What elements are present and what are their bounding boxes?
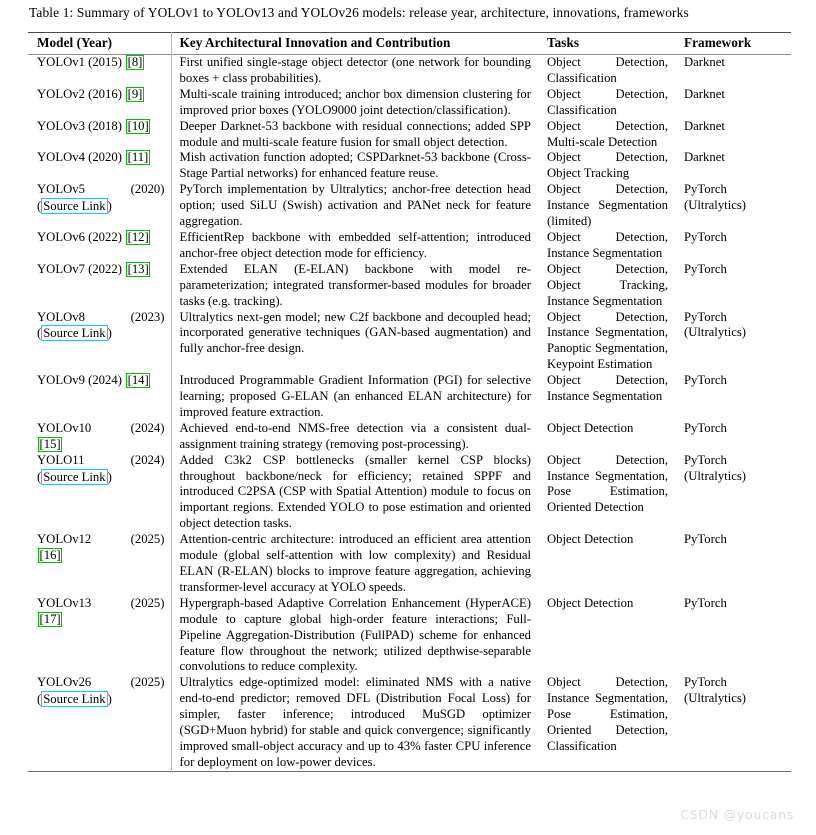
- model-year: (2023): [130, 309, 165, 324]
- cell-tasks: Object Detection, Instance Segmentation, Pose Estimation, Oriented Detection: [547, 452, 668, 515]
- table-row: [28, 230, 791, 262]
- cell-framework: PyTorch: [684, 595, 727, 610]
- citation-link[interactable]: [11]: [127, 150, 149, 165]
- source-link[interactable]: Source Link: [43, 469, 106, 484]
- cell-innovation: Extended ELAN (E-ELAN) backbone with model re-parameterization; integrated transformer-based modules for broader tasks (e.g. tracking).: [179, 261, 531, 308]
- model-name: YOLOv3 (2018): [37, 118, 122, 133]
- cell-innovation: Multi-scale training introduced; anchor box dimension clustering for improved prior boxes (YOLO9000 joint detection/classification).: [179, 86, 531, 117]
- yolo-summary-table: [28, 32, 791, 772]
- cell-framework: PyTorch (Ultralytics): [684, 309, 747, 340]
- model-name: YOLOv10: [37, 420, 92, 435]
- cell-tasks: Object Detection, Object Tracking: [547, 150, 668, 181]
- cell-model: [28, 373, 171, 421]
- table-row: [28, 119, 791, 151]
- cell-framework: Darknet: [684, 118, 725, 133]
- table-header: [28, 33, 791, 55]
- cell-framework: Darknet: [684, 150, 725, 165]
- table-row: [28, 532, 791, 596]
- column-header-innovation: Key Architectural Innovation and Contribution: [179, 35, 451, 50]
- cell-tasks: Object Detection, Object Tracking, Instance Segmentation: [547, 261, 668, 308]
- model-year: (2024): [130, 420, 165, 435]
- cell-framework: PyTorch (Ultralytics): [684, 452, 747, 483]
- table-row: [28, 421, 791, 453]
- model-name: YOLOv7 (2022): [37, 261, 122, 276]
- cell-tasks: Object Detection: [547, 420, 634, 435]
- cell-tasks: Object Detection, Instance Segmentation, Pose Estimation, Oriented Detection, Classification: [547, 675, 668, 753]
- column-header-model: Model (Year): [28, 33, 171, 55]
- table-row: [28, 182, 791, 230]
- cell-innovation: Achieved end-to-end NMS-free detection via a consistent dual-assignment training strategy (removing post-processing).: [179, 420, 531, 451]
- model-name: YOLO11: [37, 452, 85, 467]
- table-row: [28, 596, 791, 676]
- cell-innovation: Hypergraph-based Adaptive Correlation Enhancement (HyperACE) module to capture global high-order feature interactions; Full-Pipeline Aggregation-Distribution (FullPAD) scheme for enhanced feature flow throughout the network; utilized depthwise-separable convolutions to reduce complexity.: [179, 595, 531, 674]
- model-name: YOLOv5: [37, 182, 85, 197]
- model-name: YOLOv8: [37, 309, 85, 324]
- table-body: [28, 55, 791, 772]
- table-row: [28, 87, 791, 119]
- cell-framework: PyTorch: [684, 229, 727, 244]
- model-year: (2025): [130, 595, 165, 610]
- model-year: (2025): [130, 675, 165, 690]
- cell-framework: PyTorch: [684, 261, 727, 276]
- cell-tasks: Object Detection, Instance Segmentation, Panoptic Segmentation, Keypoint Estimation: [547, 309, 668, 372]
- table-row: [28, 453, 791, 533]
- cell-model: [28, 421, 171, 453]
- model-name: YOLOv9 (2024): [37, 373, 122, 388]
- model-name: YOLOv6 (2022): [37, 229, 122, 244]
- citation-link[interactable]: [10]: [127, 118, 149, 133]
- column-header-framework: Framework: [684, 35, 752, 50]
- table-row: [28, 262, 791, 310]
- cell-innovation: EfficientRep backbone with embedded self-attention; introduced anchor-free object detection mode for efficiency.: [179, 229, 531, 260]
- cell-model: [28, 230, 171, 262]
- model-name: YOLOv12: [37, 532, 92, 547]
- citation-link[interactable]: [13]: [127, 261, 149, 276]
- cell-innovation: First unified single-stage object detector (one network for bounding boxes + class probabilities).: [179, 55, 531, 85]
- cell-model: YOLOv26 (2025) ( Source Link ): [28, 675, 171, 771]
- cell-innovation: PyTorch implementation by Ultralytics; anchor-free detection head option; used SiLU (Swish) activation and PANet neck for feature aggregation.: [179, 182, 531, 229]
- cell-tasks: Object Detection, Classification: [547, 86, 668, 117]
- model-name: YOLOv4 (2020): [37, 150, 122, 165]
- model-name: YOLOv2 (2016): [37, 86, 122, 101]
- watermark: CSDN @youcans: [680, 807, 794, 822]
- cell-model: [28, 150, 171, 182]
- table-container: [28, 32, 791, 772]
- cell-framework: PyTorch: [684, 420, 727, 435]
- cell-model: [28, 55, 171, 87]
- citation-link[interactable]: [8]: [127, 55, 143, 69]
- cell-framework: Darknet: [684, 55, 725, 69]
- citation-link[interactable]: [9]: [127, 86, 143, 101]
- cell-tasks: Object Detection: [547, 532, 634, 547]
- cell-model: [28, 119, 171, 151]
- cell-tasks: Object Detection, Instance Segmentation: [547, 373, 668, 404]
- cell-tasks: Object Detection, Classification: [547, 55, 668, 85]
- source-link[interactable]: Source Link: [43, 692, 106, 707]
- cell-innovation: Ultralytics edge-optimized model: eliminated NMS with a native end-to-end predictor; removed DFL (Distribution Focal Loss) for simpler, faster inference; introduced MuSGD optimizer (SGD+Muon hybrid) for stable and quick convergence; significantly improved small-object accuracy and up to 43% faster CPU inference for deployment on low-power devices.: [179, 675, 531, 769]
- source-link[interactable]: Source Link: [43, 199, 106, 214]
- cell-innovation: Attention-centric architecture: introduced an efficient area attention module (global self-attention with low complexity) and Residual ELAN (R-ELAN) blocks to improve feature aggregation, achieving transformer-level accuracy at YOLO speeds.: [179, 532, 531, 594]
- model-name: YOLOv26: [37, 675, 92, 690]
- cell-tasks: Object Detection, Multi-scale Detection: [547, 118, 668, 149]
- cell-model: [28, 596, 171, 676]
- table-row: [28, 675, 791, 771]
- cell-model: YOLOv5 (2020) ( Source Link ): [28, 182, 171, 230]
- cell-tasks: Object Detection, Instance Segmentation (limited): [547, 182, 668, 229]
- citation-link[interactable]: [17]: [39, 611, 61, 626]
- table-header-row: [28, 33, 791, 55]
- cell-innovation: Deeper Darknet-53 backbone with residual connections; added SPP module and multi-scale feature fusion for small object detection.: [179, 118, 531, 149]
- cell-innovation: Introduced Programmable Gradient Information (PGI) for selective learning; proposed G-ELAN (an enhanced ELAN architecture) for improved feature extraction.: [179, 373, 531, 419]
- source-link[interactable]: Source Link: [43, 326, 106, 341]
- cell-tasks: Object Detection, Instance Segmentation: [547, 229, 668, 260]
- table-caption: Table 1: Summary of YOLOv1 to YOLOv13 and YOLOv26 models: release year, architecture, innovations, frameworks: [29, 5, 689, 20]
- cell-innovation: Added C3k2 CSP bottlenecks (smaller kernel CSP blocks) throughout backbone/neck for efficiency; retained SPPF and introduced C2PSA (CSP with Spatial Attention) module to focus on important regions. Extended YOLO to pose estimation and oriented object detection tasks.: [179, 452, 531, 531]
- cell-framework: PyTorch: [684, 532, 727, 547]
- column-header-tasks: Tasks: [547, 35, 580, 50]
- model-year: (2020): [130, 182, 165, 197]
- table-row: [28, 373, 791, 421]
- cell-innovation: Ultralytics next-gen model; new C2f backbone and decoupled head; incorporated generative techniques (GAN-based augmentation) and fully anchor-free design.: [179, 309, 531, 356]
- cell-innovation: Mish activation function adopted; CSPDarknet-53 backbone (Cross-Stage Partial networks) for enhanced feature reuse.: [179, 150, 531, 181]
- cell-framework: PyTorch (Ultralytics): [684, 675, 747, 706]
- cell-framework: PyTorch: [684, 373, 727, 388]
- cell-model: YOLO11 (2024) ( Source Link ): [28, 453, 171, 533]
- cell-model: [28, 87, 171, 119]
- citation-link[interactable]: [14]: [127, 373, 149, 388]
- table-row: [28, 150, 791, 182]
- cell-model: [28, 262, 171, 310]
- cell-tasks: Object Detection: [547, 595, 634, 610]
- cell-framework: Darknet: [684, 86, 725, 101]
- cell-model: YOLOv8 (2023) ( Source Link ): [28, 310, 171, 374]
- table-row: [28, 55, 791, 87]
- citation-link[interactable]: [12]: [127, 229, 149, 244]
- model-year: (2024): [130, 452, 165, 467]
- citation-link[interactable]: [15]: [39, 436, 61, 451]
- model-name: YOLOv13: [37, 595, 92, 610]
- model-name: YOLOv1 (2015): [37, 55, 122, 69]
- cell-framework: PyTorch (Ultralytics): [684, 182, 747, 213]
- table-row: [28, 310, 791, 374]
- cell-model: [28, 532, 171, 596]
- model-year: (2025): [130, 532, 165, 547]
- citation-link[interactable]: [16]: [39, 548, 61, 563]
